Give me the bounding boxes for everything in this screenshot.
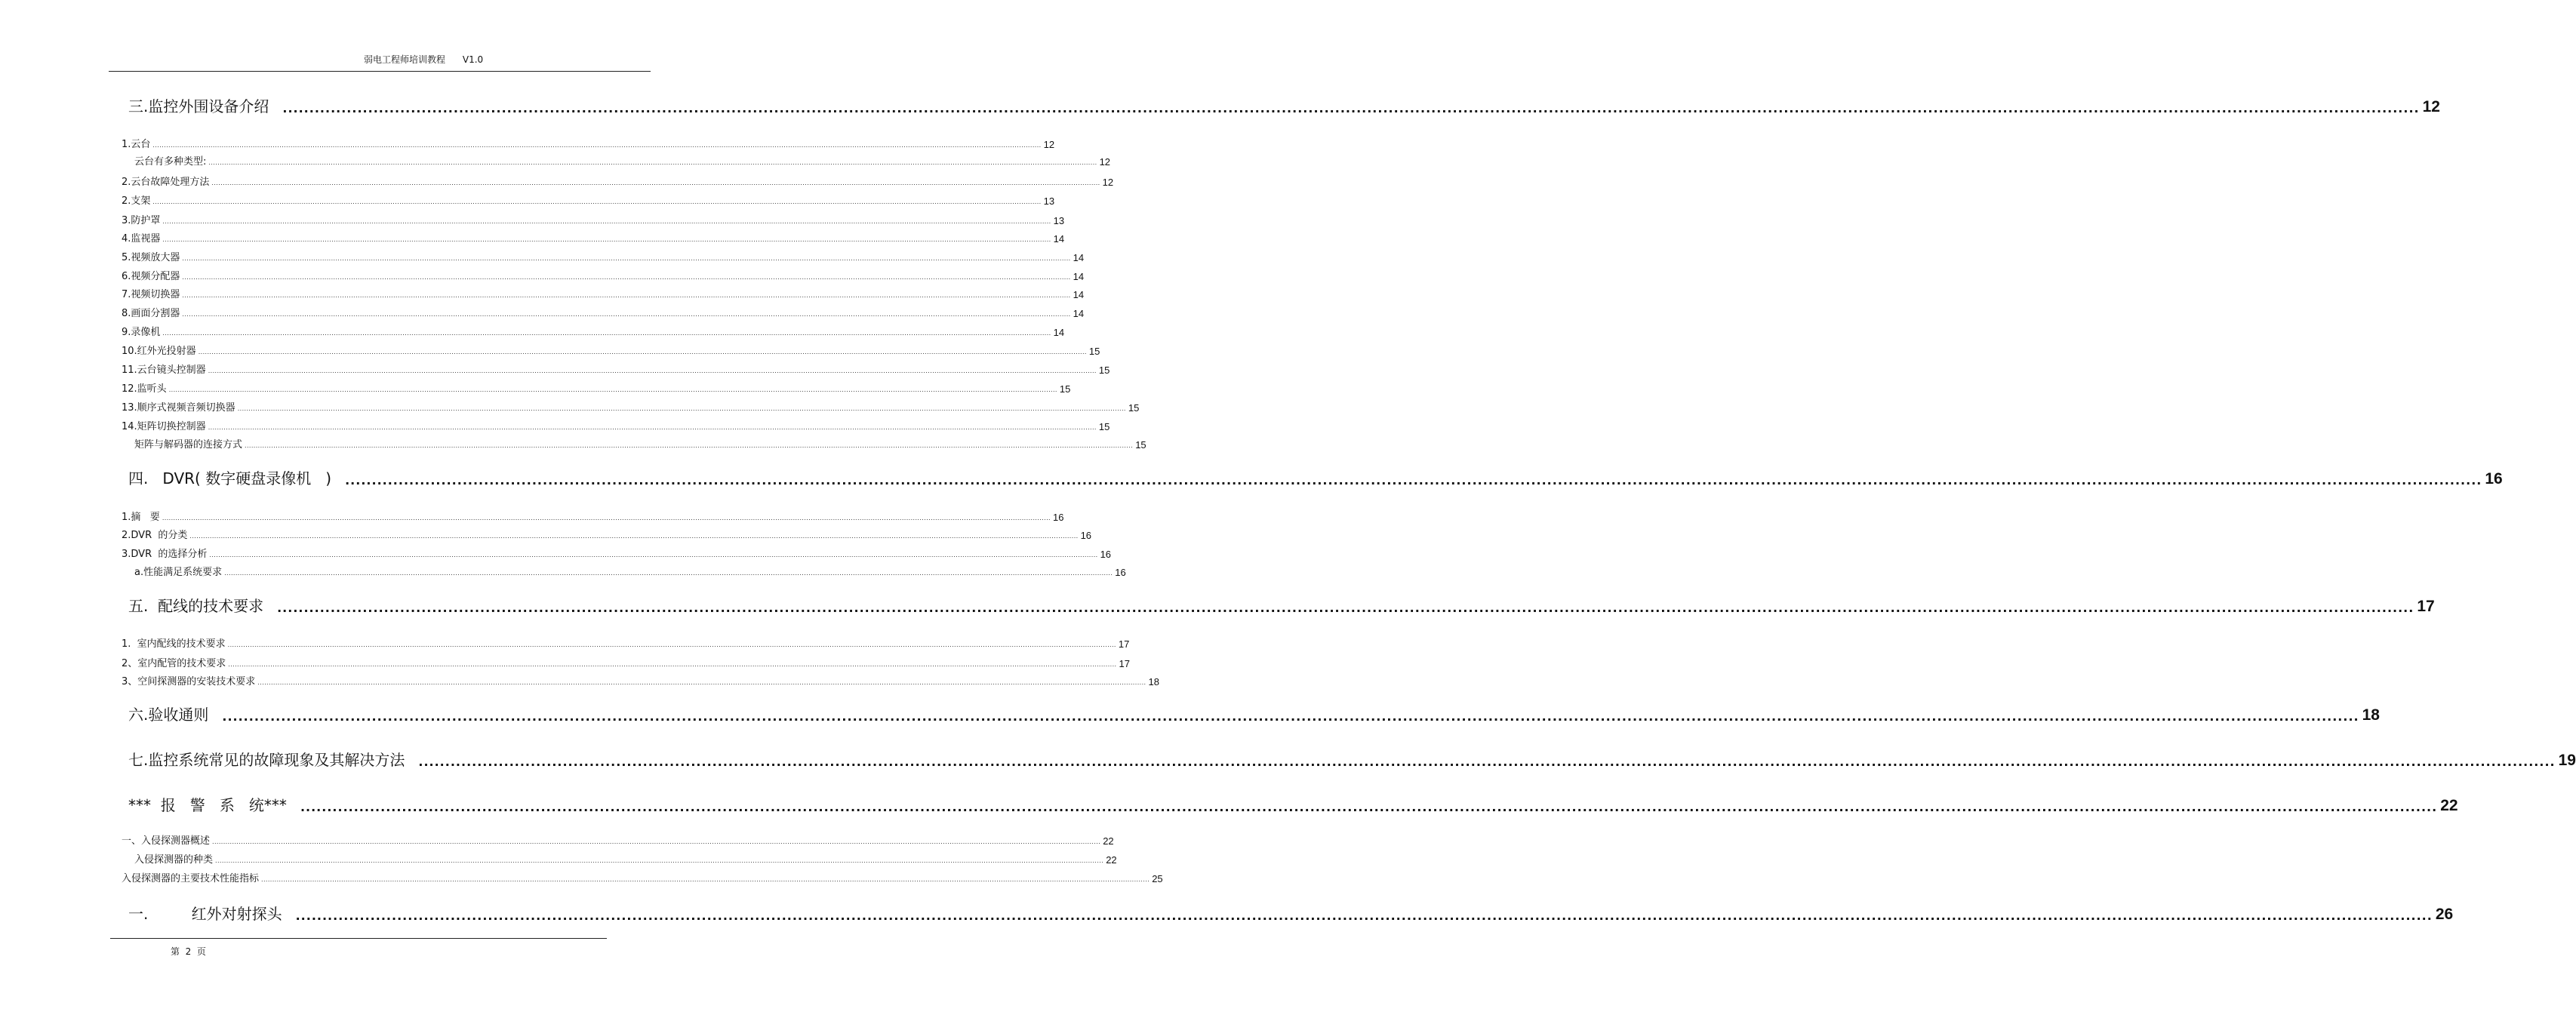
toc-entry[interactable] [122,287,1085,300]
toc-entry-page: 14 [1053,233,1065,245]
toc-heading[interactable] [128,750,2576,770]
toc-entry-page: 19 [2558,752,2576,769]
toc-entry-page: 16 [1080,530,1092,541]
toc-heading[interactable] [128,596,2435,616]
toc-heading[interactable] [128,904,2454,924]
toc-heading[interactable] [128,705,2380,724]
toc-entry-page: 25 [1152,873,1163,884]
toc-entry[interactable] [122,193,1055,207]
dot-leader: ................................................................................................................................................................................................................................................................................................................................................................................................................ [189,533,1079,540]
dot-leader: ................................................................................................................................................................................................................................................................................................................................................................................................................ [345,473,2482,488]
toc-entry-label: 三.监控外围设备介绍 [128,97,269,115]
dot-leader: ................................................................................................................................................................................................................................................................................................................................................................................................................ [182,292,1071,299]
toc-entry-label: *** 报 警 系 统*** [128,796,287,814]
toc-entry-page: 14 [1053,327,1065,338]
toc-entry-label: 1.云台 [122,139,151,150]
toc-entry[interactable] [122,871,1163,884]
toc-entry-label: 3.DVR 的选择分析 [122,549,208,560]
toc-entry[interactable] [122,137,1055,150]
toc-entry-page: 16 [1115,567,1126,578]
dot-leader: ................................................................................................................................................................................................................................................................................................................................................................................................................ [162,515,1051,521]
toc-entry[interactable] [122,419,1110,432]
toc-entry-label: 8.画面分割器 [122,308,180,319]
dot-leader: ................................................................................................................................................................................................................................................................................................................................................................................................................ [418,755,2556,769]
footer-divider [110,938,607,939]
toc-entry[interactable] [122,833,1114,847]
toc-entry[interactable] [122,250,1085,263]
toc-entry-page: 12 [1099,156,1111,168]
toc-heading[interactable] [128,469,2503,488]
toc-entry-label: 6.视频分配器 [122,271,180,282]
toc-entry-page: 15 [1098,421,1110,432]
toc-entry[interactable] [122,213,1065,226]
toc-entry[interactable] [134,154,1111,168]
toc-entry-label: 矩阵与解码器的连接方式 [134,439,243,451]
dot-leader: ................................................................................................................................................................................................................................................................................................................................................................................................................ [277,601,2414,615]
dot-leader: ................................................................................................................................................................................................................................................................................................................................................................................................................ [168,386,1057,393]
toc-entry-page: 17 [2417,598,2435,615]
header-title: 弱电工程师培训教程 V1.0 [364,54,484,65]
toc-entry[interactable] [134,852,1117,866]
toc-entry-page: 18 [1148,676,1159,687]
dot-leader: ................................................................................................................................................................................................................................................................................................................................................................................................................ [224,570,1113,577]
toc-entry-page: 15 [1088,346,1100,357]
toc-entry-page: 26 [2435,906,2454,923]
toc-entry-label: 六.验收通则 [128,706,209,724]
toc-entry-label: 1.摘 要 [122,512,160,523]
toc-entry[interactable] [122,381,1071,395]
toc-entry-page: 22 [1106,854,1117,866]
toc-entry-page: 14 [1073,289,1085,300]
toc-entry-label: 四. DVR( 数字硬盘录像机 ) [128,469,332,488]
toc-entry-page: 16 [2485,470,2503,488]
toc-entry[interactable] [122,527,1092,541]
toc-entry-page: 14 [1073,252,1085,263]
dot-leader: ................................................................................................................................................................................................................................................................................................................................................................................................................ [257,679,1146,686]
dot-leader: ................................................................................................................................................................................................................................................................................................................................................................................................................ [237,405,1126,412]
toc-entry-page: 13 [1043,195,1055,207]
dot-leader: ................................................................................................................................................................................................................................................................................................................................................................................................................ [228,661,1117,668]
toc-heading[interactable] [128,97,2440,116]
toc-entry-page: 15 [1059,383,1071,395]
toc-entry-label: 2.支架 [122,195,151,207]
dot-leader: ................................................................................................................................................................................................................................................................................................................................................................................................................ [198,349,1087,355]
toc-entry-label: 14.矩阵切换控制器 [122,421,206,432]
running-header [109,47,651,72]
dot-leader: ................................................................................................................................................................................................................................................................................................................................................................................................................ [300,800,2438,814]
toc-entry-page: 12 [2422,98,2440,115]
toc-entry[interactable] [122,306,1085,319]
toc-entry-label: 12.监听头 [122,383,167,395]
toc-heading[interactable] [128,795,2458,815]
dot-leader: ................................................................................................................................................................................................................................................................................................................................................................................................................ [182,311,1071,318]
toc-entry[interactable] [122,269,1085,282]
dot-leader: ................................................................................................................................................................................................................................................................................................................................................................................................................ [208,424,1097,431]
toc-entry-label: 2.云台故障处理方法 [122,177,210,188]
toc-entry-label: 13.顺序式视频音频切换器 [122,402,235,414]
dot-leader: ................................................................................................................................................................................................................................................................................................................................................................................................................ [222,709,2359,724]
dot-leader: ................................................................................................................................................................................................................................................................................................................................................................................................................ [208,368,1097,374]
toc-entry[interactable] [122,231,1065,245]
toc-entry-page: 15 [1098,364,1110,376]
toc-entry[interactable] [122,546,1112,560]
toc-entry-page: 13 [1053,215,1065,226]
toc-entry[interactable] [122,656,1130,669]
toc-entry-label: 五. 配线的技术要求 [128,597,264,615]
toc-entry-label: 2、室内配管的技术要求 [122,658,226,669]
dot-leader: ................................................................................................................................................................................................................................................................................................................................................................................................................ [162,330,1051,337]
toc-entry-page: 22 [2440,797,2458,814]
toc-entry[interactable] [122,400,1140,414]
toc-entry-label: 4.监视器 [122,233,161,245]
toc-entry-page: 16 [1100,549,1112,560]
toc-entry[interactable] [122,324,1065,338]
dot-leader: ................................................................................................................................................................................................................................................................................................................................................................................................................ [162,236,1051,243]
toc-entry-label: 11.云台镜头控制器 [122,364,206,376]
toc-entry-label: 3、空间探测器的安装技术要求 [122,676,256,687]
dot-leader: ................................................................................................................................................................................................................................................................................................................................................................................................................ [212,838,1101,845]
toc-entry-page: 14 [1073,308,1085,319]
toc-entry[interactable] [122,509,1064,523]
dot-leader: ................................................................................................................................................................................................................................................................................................................................................................................................................ [162,218,1051,225]
dot-leader: ................................................................................................................................................................................................................................................................................................................................................................................................................ [211,180,1100,186]
dot-leader: ................................................................................................................................................................................................................................................................................................................................................................................................................ [209,552,1098,558]
toc-entry-label: 7.视频切换器 [122,289,180,300]
dot-leader: ................................................................................................................................................................................................................................................................................................................................................................................................................ [152,142,1042,149]
dot-leader: ................................................................................................................................................................................................................................................................................................................................................................................................................ [152,198,1042,205]
toc-entry-page: 15 [1135,439,1146,451]
toc-entry-label: 10.红外光投射器 [122,346,196,357]
toc-entry[interactable] [122,362,1110,376]
toc-entry-page: 17 [1118,638,1130,650]
toc-entry-label: 9.录像机 [122,327,161,338]
dot-leader: ................................................................................................................................................................................................................................................................................................................................................................................................................ [245,442,1134,449]
toc-entry[interactable] [122,343,1100,357]
toc-entry-label: 2.DVR 的分类 [122,530,188,541]
dot-leader: ................................................................................................................................................................................................................................................................................................................................................................................................................ [182,274,1071,281]
page-number: 第 2 页 [171,946,206,957]
dot-leader: ................................................................................................................................................................................................................................................................................................................................................................................................................ [282,101,2420,115]
toc-entry-label: 一、入侵探测器概述 [122,835,211,847]
toc-entry-label: 5.视频放大器 [122,252,180,263]
toc-entry-label: 3.防护罩 [122,215,161,226]
toc-entry-page: 12 [1043,139,1055,150]
toc-entry-label: 入侵探测器的主要技术性能指标 [122,873,260,884]
dot-leader: ................................................................................................................................................................................................................................................................................................................................................................................................................ [261,876,1150,883]
dot-leader: ................................................................................................................................................................................................................................................................................................................................................................................................................ [295,909,2433,923]
toc-entry-label: 入侵探测器的种类 [134,854,214,866]
toc-entry[interactable] [134,564,1126,578]
dot-leader: ................................................................................................................................................................................................................................................................................................................................................................................................................ [208,159,1097,166]
toc-entry-page: 12 [1102,177,1114,188]
toc-entry-page: 18 [2362,706,2380,724]
toc-entry[interactable] [122,674,1159,687]
toc-entry-page: 22 [1103,835,1114,847]
toc-entry[interactable] [122,174,1114,188]
dot-leader: ................................................................................................................................................................................................................................................................................................................................................................................................................ [227,641,1116,648]
toc-entry-page: 17 [1119,658,1130,669]
toc-entry-label: a.性能满足系统要求 [134,567,223,578]
toc-entry[interactable] [134,437,1146,451]
toc-entry-page: 16 [1053,512,1064,523]
toc-entry-label: 云台有多种类型: [134,156,207,168]
toc-entry-label: 七.监控系统常见的故障现象及其解决方法 [128,751,405,769]
toc-entry[interactable] [122,636,1130,650]
dot-leader: ................................................................................................................................................................................................................................................................................................................................................................................................................ [215,857,1104,864]
toc-entry-page: 15 [1128,402,1140,414]
toc-entry-label: 一. 红外对射探头 [128,905,282,923]
toc-entry-page: 14 [1073,271,1085,282]
toc-entry-label: 1. 室内配线的技术要求 [122,638,226,650]
dot-leader: ................................................................................................................................................................................................................................................................................................................................................................................................................ [182,255,1071,262]
